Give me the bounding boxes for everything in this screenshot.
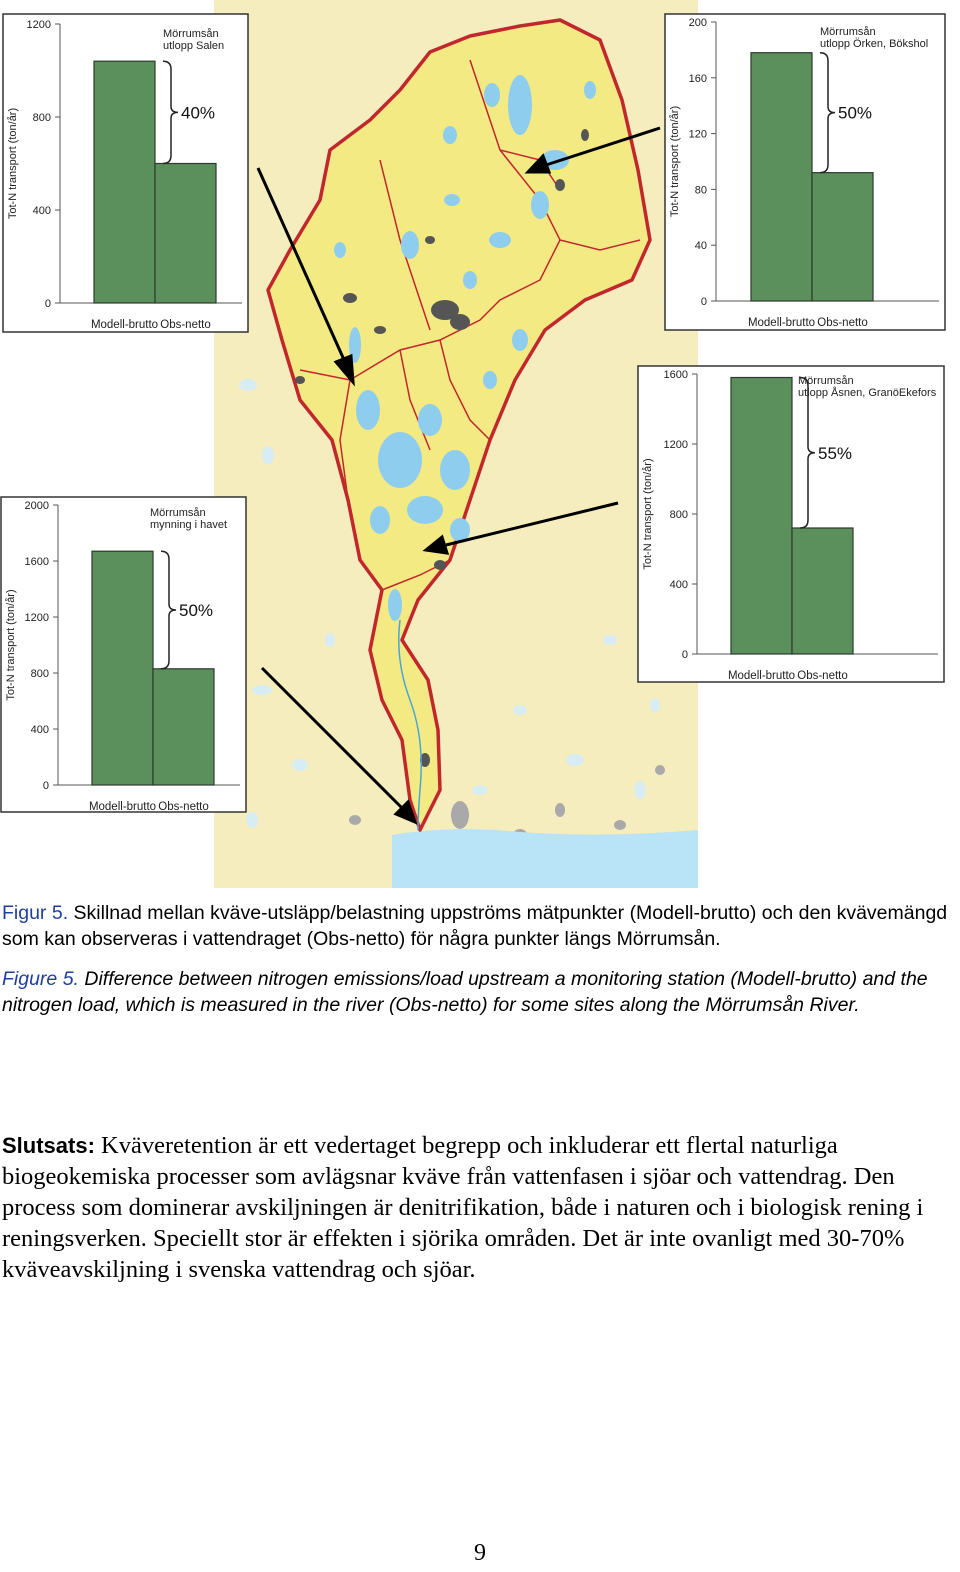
y-tick-label: 160 <box>688 72 707 85</box>
y-tick-label: 400 <box>669 579 688 591</box>
chart-title-line: Mörrumsån <box>163 28 219 40</box>
chart-title-line: utlopp Åsnen, GranöEkefors <box>798 387 937 399</box>
y-tick-label: 200 <box>688 17 707 29</box>
difference-annotation: 55% <box>818 443 853 463</box>
y-axis-label: Tot-N transport (ton/år) <box>7 107 19 220</box>
bar-obs-netto <box>153 669 214 785</box>
bar-modell-brutto <box>92 551 153 785</box>
y-tick-label: 1600 <box>24 556 49 568</box>
y-tick-label: 400 <box>32 205 51 217</box>
y-tick-label: 1600 <box>663 369 688 381</box>
chart-panel-asnen <box>638 366 944 682</box>
difference-annotation: 50% <box>179 601 214 620</box>
chart-title-line: Mörrumsån <box>150 507 206 519</box>
y-tick-label: 1200 <box>663 439 688 451</box>
y-tick-label: 0 <box>681 649 688 661</box>
caption-swedish-text: Skillnad mellan kväve-utsläpp/belastning uppströms mätpunkter (Modell-brutto) och den kvävemängd som kan observeras i vattendraget (Obs-netto) för några punkter längs Mörrumsån. <box>2 902 948 950</box>
y-axis-label: Tot-N transport (ton/år) <box>669 105 681 218</box>
chart-panel-orken <box>665 14 945 330</box>
chart-title-line: Mörrumsån <box>798 375 854 387</box>
chart-title-line: utlopp Salen <box>163 40 225 52</box>
conclusion-paragraph <box>2 1130 958 1285</box>
y-tick-label: 800 <box>30 668 49 680</box>
catchment-map <box>214 0 698 888</box>
chart-panel-salen <box>3 14 248 332</box>
caption-english-text: Difference between nitrogen emissions/load upstream a monitoring station (Modell-brutto) and the nitrogen load, which is measured in the river (Obs-netto) for some sites along the Mörrumsån River. <box>2 968 928 1016</box>
y-tick-label: 1200 <box>26 19 51 31</box>
caption-english <box>2 966 958 1018</box>
category-label: Modell-brutto <box>747 317 816 329</box>
y-tick-label: 0 <box>700 296 707 308</box>
caption-english-label: Figure 5. <box>2 968 79 990</box>
y-tick-label: 0 <box>44 298 51 310</box>
category-label: Modell-brutto <box>727 670 796 682</box>
chart-title-line: utlopp Örken, Bökshol <box>820 38 929 50</box>
y-tick-label: 1200 <box>24 612 49 624</box>
bar-modell-brutto <box>731 378 792 655</box>
category-label: Obs-netto <box>158 801 209 813</box>
bar-obs-netto <box>792 528 853 654</box>
y-tick-label: 800 <box>669 509 688 521</box>
y-tick-label: 120 <box>688 128 707 141</box>
caption-swedish <box>2 900 958 952</box>
difference-annotation: 40% <box>181 103 216 123</box>
y-tick-label: 0 <box>42 780 49 792</box>
y-tick-label: 40 <box>694 240 707 253</box>
conclusion-lead: Slutsats: <box>2 1133 95 1158</box>
page-number: 9 <box>474 1540 486 1566</box>
sea <box>392 829 698 888</box>
y-axis-label: Tot-N transport (ton/år) <box>5 589 17 701</box>
y-tick-label: 400 <box>30 724 49 736</box>
y-tick-label: 800 <box>32 112 51 124</box>
bar-obs-netto <box>812 173 873 301</box>
bar-modell-brutto <box>751 53 812 301</box>
chart-panel-mynning <box>1 497 246 813</box>
category-label: Obs-netto <box>160 319 211 331</box>
category-label: Obs-netto <box>817 317 868 329</box>
y-tick-label: 80 <box>694 184 707 197</box>
conclusion-text: Kväveretention är ett vedertaget begrepp och inkluderar ett flertal naturliga biogeokemiska processer som avlägsnar kväve från vattenfasen i sjöar och vattendrag. Den process som dominerar avskiljningen är denitrifikation, både i naturen och i biologisk rening i reningsverken. Speciellt stor är effekten i sjörika områden. Det är inte ovanligt med 30-70% kväveavskiljning i svenska vattendrag och sjöar. <box>2 1132 924 1283</box>
bar-modell-brutto <box>94 61 155 303</box>
y-tick-label: 2000 <box>24 500 49 512</box>
category-label: Modell-brutto <box>88 801 157 813</box>
chart-title-line: mynning i havet <box>150 519 228 531</box>
difference-annotation: 50% <box>838 103 873 123</box>
category-label: Modell-brutto <box>90 319 159 331</box>
caption-swedish-label: Figur 5. <box>2 902 69 924</box>
bar-obs-netto <box>155 164 216 304</box>
category-label: Obs-netto <box>797 670 848 682</box>
chart-title-line: Mörrumsån <box>820 26 876 38</box>
y-axis-label: Tot-N transport (ton/år) <box>642 458 654 570</box>
